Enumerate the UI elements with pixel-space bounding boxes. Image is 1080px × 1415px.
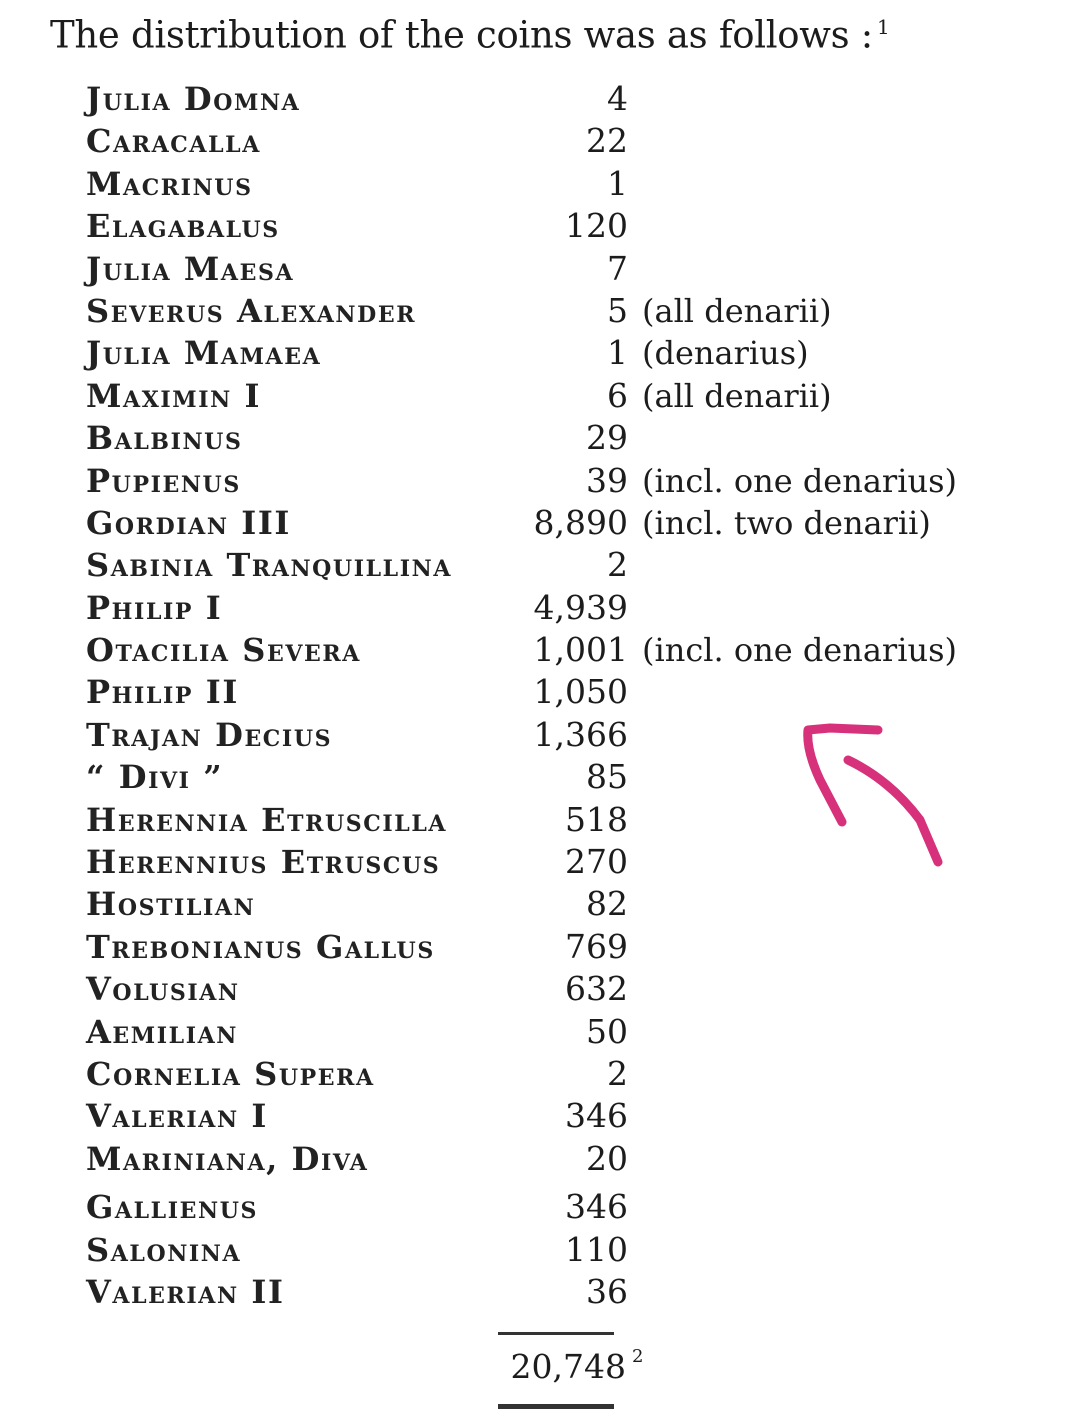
- coin-count: 346: [565, 1187, 628, 1227]
- coin-note: (incl. one denarius): [642, 461, 957, 500]
- ruler-name: Hostilian: [86, 885, 256, 924]
- table-row: [86, 629, 1046, 671]
- coin-note: (all denarii): [642, 376, 832, 415]
- ruler-name: Pupienus: [86, 461, 241, 500]
- total-rule-bottom: [498, 1404, 614, 1409]
- coin-count: 7: [607, 248, 628, 288]
- table-row: [86, 1271, 1046, 1313]
- ruler-name: Valerian I: [86, 1097, 268, 1136]
- total-footnote-ref: 2: [632, 1346, 644, 1367]
- coin-count: 769: [565, 926, 628, 966]
- ruler-name: Julia Domna: [86, 80, 301, 118]
- coin-count: 270: [565, 842, 628, 882]
- coin-count: 110: [565, 1229, 628, 1269]
- intro-text: The distribution of the coins was as follows :: [50, 13, 873, 57]
- coin-count: 8,890: [533, 502, 628, 542]
- ruler-name: Valerian II: [86, 1272, 285, 1311]
- ruler-name: Trajan Decius: [86, 715, 333, 754]
- ruler-name: Aemilian: [86, 1012, 238, 1051]
- table-row: [86, 1095, 1046, 1137]
- coin-count: 1: [607, 333, 628, 373]
- ruler-name: Herennius Etruscus: [86, 843, 441, 882]
- ruler-name: Maximin I: [86, 376, 262, 415]
- ruler-name: Sabinia Tranquillina: [86, 546, 452, 585]
- table-row: [86, 1053, 1046, 1095]
- coin-note: (all denarii): [642, 291, 832, 330]
- ruler-name: Otacilia Severa: [86, 631, 361, 670]
- table-row: [86, 926, 1046, 968]
- coin-note: (incl. two denarii): [642, 503, 931, 542]
- table-row: [86, 671, 1046, 713]
- table-row: [86, 1186, 1046, 1228]
- coin-count: 85: [586, 757, 628, 797]
- table-row: [86, 78, 1046, 120]
- coin-count: 1,050: [533, 672, 628, 712]
- table-row: [86, 1229, 1046, 1271]
- total-value: 20,748: [510, 1347, 626, 1386]
- intro-footnote-ref: 1: [876, 15, 890, 39]
- hand-drawn-arrow-icon: [780, 710, 960, 890]
- table-row: [86, 290, 1046, 332]
- ruler-name: Macrinus: [86, 164, 253, 203]
- ruler-name: Elagabalus: [86, 207, 280, 246]
- coin-count: 29: [586, 418, 628, 458]
- coin-count: 36: [586, 1271, 628, 1311]
- coin-count: 1: [607, 163, 628, 203]
- ruler-name: Cornelia Supera: [86, 1054, 375, 1093]
- table-row: [86, 163, 1046, 205]
- coin-count: 20: [586, 1138, 628, 1178]
- arrow-shaft-stroke: [848, 760, 938, 862]
- table-row: [86, 968, 1046, 1010]
- coin-note: (incl. one denarius): [642, 631, 957, 670]
- table-row: [86, 1011, 1046, 1053]
- coin-count: 50: [586, 1011, 628, 1051]
- ruler-name: Gordian III: [86, 503, 291, 542]
- ruler-name: Philip I: [86, 588, 223, 627]
- ruler-name: Salonina: [86, 1230, 242, 1269]
- ruler-name: Caracalla: [86, 122, 261, 161]
- coin-note: (denarius): [642, 334, 809, 373]
- ruler-name: Julia Maesa: [86, 249, 295, 288]
- table-row: [86, 120, 1046, 162]
- table-row: [86, 460, 1046, 502]
- ruler-name: Gallienus: [86, 1188, 258, 1227]
- coin-count: 6: [607, 375, 628, 415]
- total-rule-top: [498, 1332, 614, 1335]
- coin-count: 632: [565, 969, 628, 1009]
- coin-count: 22: [586, 121, 628, 161]
- table-row: [86, 375, 1046, 417]
- coin-count: 82: [586, 884, 628, 924]
- coin-count: 2: [607, 545, 628, 585]
- table-row: [86, 332, 1046, 374]
- coin-count: 1,366: [533, 714, 628, 754]
- ruler-name: Balbinus: [86, 419, 243, 458]
- table-row: [86, 248, 1046, 290]
- ruler-name: Mariniana, Diva: [86, 1139, 369, 1178]
- coin-count: 5: [607, 290, 628, 330]
- coin-count: 1,001: [533, 630, 628, 670]
- coin-count: 518: [565, 799, 628, 839]
- table-row: [86, 544, 1046, 586]
- ruler-name: Trebonianus Gallus: [86, 927, 435, 966]
- coin-count: 346: [565, 1096, 628, 1136]
- coin-count: 4,939: [533, 587, 628, 627]
- ruler-name: Severus Alexander: [86, 291, 417, 330]
- intro-sentence: [50, 4, 889, 58]
- table-row: [86, 587, 1046, 629]
- table-row: [86, 1138, 1046, 1180]
- coin-count: 4: [607, 79, 628, 118]
- ruler-name: Philip II: [86, 673, 239, 712]
- table-row: [86, 502, 1046, 544]
- table-row: [86, 205, 1046, 247]
- ruler-name: Volusian: [86, 970, 240, 1009]
- ruler-name: Herennia Etruscilla: [86, 800, 448, 839]
- coin-count: 39: [586, 460, 628, 500]
- ruler-name: Julia Mamaea: [86, 334, 322, 373]
- table-row: [86, 417, 1046, 459]
- ruler-name: “ Divi ”: [86, 758, 224, 797]
- coin-count: 120: [565, 206, 628, 246]
- coin-count: 2: [607, 1053, 628, 1093]
- coin-distribution-table: [86, 78, 1046, 1313]
